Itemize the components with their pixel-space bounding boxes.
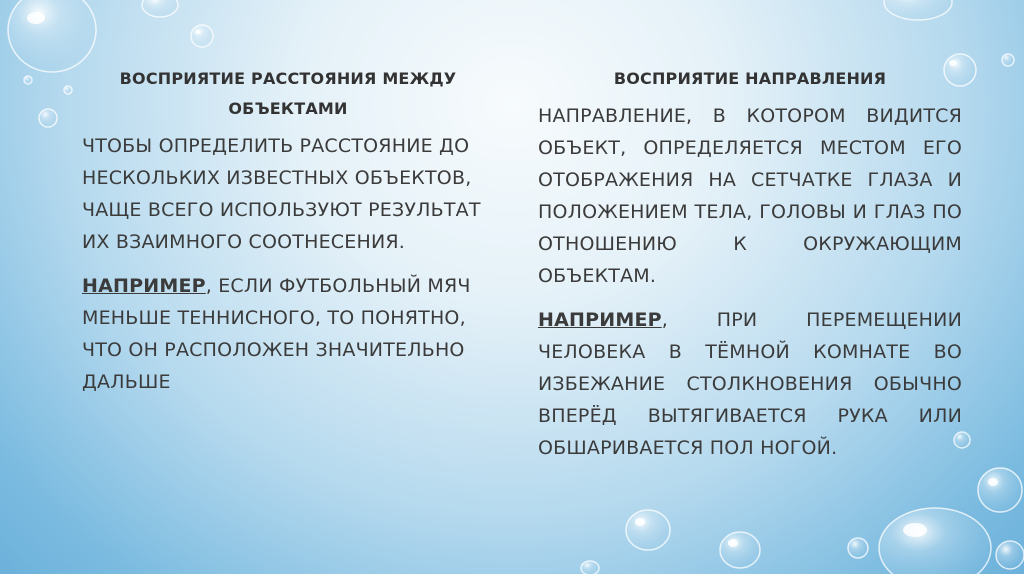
water-drop [581, 561, 599, 574]
water-drop [848, 538, 868, 558]
water-drop [39, 109, 57, 127]
water-drop [879, 508, 991, 574]
water-drop [8, 0, 96, 72]
left-column [82, 64, 494, 398]
left-example-lead: НАПРИМЕР [82, 275, 206, 297]
water-drop [191, 25, 213, 47]
left-example [82, 270, 494, 398]
water-drop [978, 468, 1022, 512]
left-example-text: , ЕСЛИ ФУТБОЛЬНЫЙ МЯЧ МЕНЬШЕ ТЕННИСНОГО, ТО ПОНЯТНО, ЧТО ОН РАСПОЛОЖЕН ЗНАЧИТЕЛЬНО ДАЛЬШЕ [82, 275, 471, 393]
water-drop [64, 86, 72, 94]
water-drop [720, 532, 760, 568]
water-drop [142, 0, 178, 17]
right-paragraph: НАПРАВЛЕНИЕ, В КОТОРОМ ВИДИТСЯ ОБЪЕКТ, ОПРЕДЕЛЯЕТСЯ МЕСТОМ ЕГО ОТОБРАЖЕНИЯ НА СЕТЧАТКЕ ГЛАЗА И ПОЛОЖЕНИЕМ ТЕЛА, ГОЛОВЫ И ГЛАЗ ПО ОТНОШЕНИЮ К ОКРУЖАЮЩИМ ОБЪЕКТАМ. [538, 105, 962, 287]
water-drop [884, 0, 952, 20]
water-drop [626, 510, 670, 550]
right-example-text: , ПРИ ПЕРЕМЕЩЕНИИ ЧЕЛОВЕКА В ТЁМНОЙ КОМНАТЕ ВО ИЗБЕЖАНИЕ СТОЛКНОВЕНИЯ ОБЫЧНО ВПЕРЁД ВЫТЯГИВАЕТСЯ РУКА ИЛИ ОБШАРИВАЕТСЯ ПОЛ НОГОЙ. [538, 309, 962, 459]
left-heading: ВОСПРИЯТИЕ РАССТОЯНИЯ МЕЖДУ ОБЪЕКТАМИ [119, 69, 457, 118]
right-example-lead: НАПРИМЕР [538, 309, 662, 331]
water-drop [24, 76, 32, 84]
right-example [538, 304, 962, 464]
water-drop [996, 541, 1024, 569]
water-drop [1002, 54, 1014, 66]
right-heading: ВОСПРИЯТИЕ НАПРАВЛЕНИЯ [613, 69, 887, 88]
left-paragraph: ЧТОБЫ ОПРЕДЕЛИТЬ РАССТОЯНИЕ ДО НЕСКОЛЬКИХ ИЗВЕСТНЫХ ОБЪЕКТОВ, ЧАЩЕ ВСЕГО ИСПОЛЬЗУЮТ РЕЗУЛЬТАТ ИХ ВЗАИМНОГО СООТНЕСЕНИЯ. [82, 135, 481, 253]
right-column [538, 64, 962, 464]
